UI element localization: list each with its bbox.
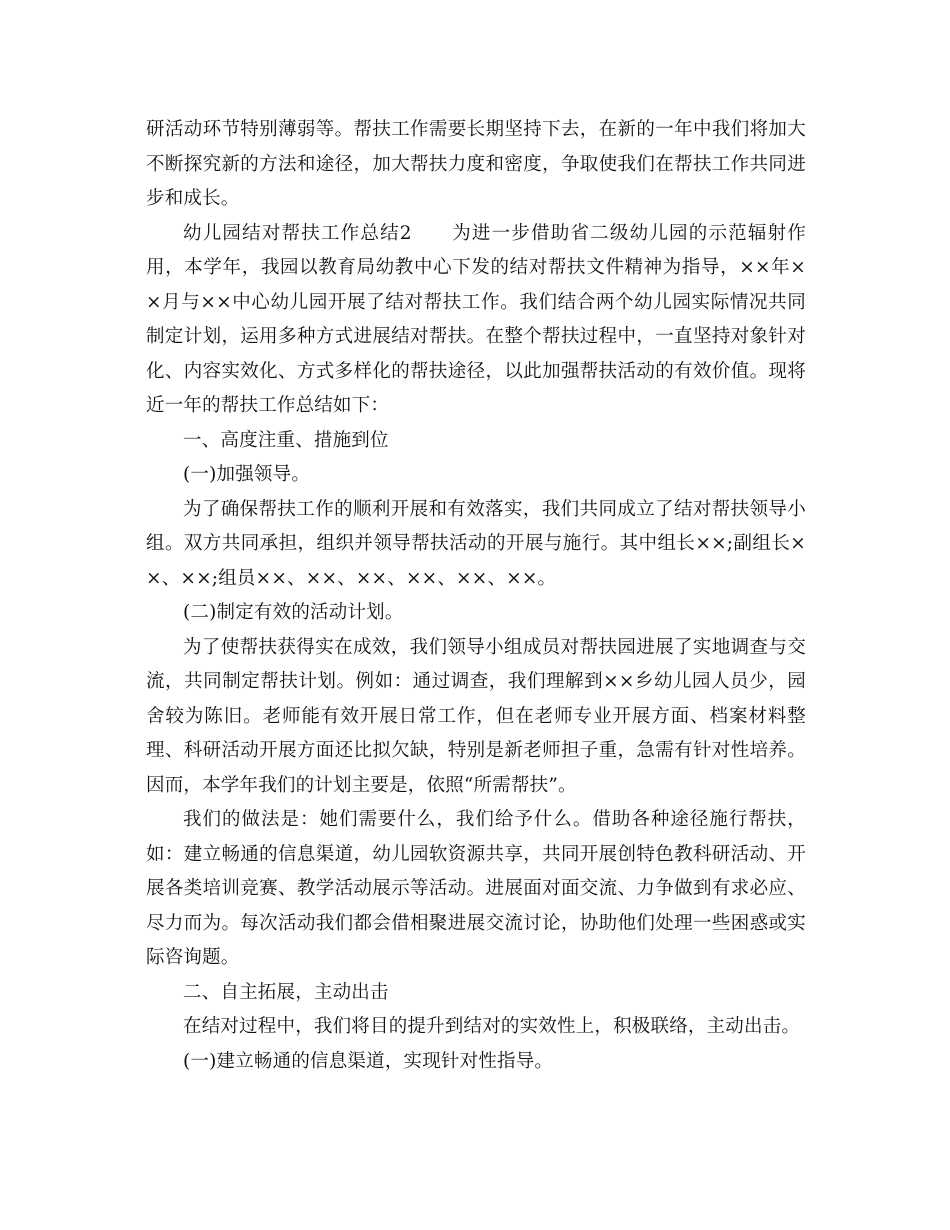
subsection-heading: (一)建立畅通的信息渠道，实现针对性指导。 — [183, 1050, 554, 1072]
paragraph: 幼儿园结对帮扶工作总结2 为进一步借助省二级幼儿园的示范辐射作用，本学年，我园以教育局幼教中心下发的结对帮扶文件精神为指导，××年××月与××中心幼儿园开展了结对帮扶工作。我们结合两个幼儿园实际情况共同制定计划，运用多种方式进展结对帮扶。在整个帮扶过程中，一直坚持对象针对化、内容实效化、方式多样化的帮扶途径，以此加强帮扶活动的有效价值。现将近一年的帮扶工作总结如下： — [146, 222, 806, 416]
paragraph: 为了确保帮扶工作的顺利开展和有效落实，我们共同成立了结对帮扶领导小组。双方共同承担，组织并领导帮扶活动的开展与施行。其中组长××;副组长××、××;组员××、××、××、××、××、××。 — [146, 498, 806, 589]
subsection-heading: (二)制定有效的活动计划。 — [183, 602, 404, 623]
paragraph: 我们的做法是：她们需要什么，我们给予什么。借助各种途径施行帮扶，如：建立畅通的信息渠道，幼儿园软资源共享，共同开展创特色教科研活动、开展各类培训竞赛、教学活动展示等活动。进展面对面交流、力争做到有求必应、尽力而为。每次活动我们都会借相聚进展交流讨论，协助他们处理一些困惑或实际咨询题。 — [146, 809, 806, 968]
paragraph: 在结对过程中，我们将目的提升到结对的实效性上，积极联络，主动出击。 — [183, 1016, 801, 1037]
subsection-heading: (一)加强领导。 — [183, 464, 311, 485]
paragraph: 研活动环节特别薄弱等。帮扶工作需要长期坚持下去，在新的一年中我们将加大不断探究新的方法和途径，加大帮扶力度和密度，争取使我们在帮扶工作共同进步和成长。 — [146, 119, 806, 209]
document-body — [146, 113, 806, 1079]
paragraph: 为了使帮扶获得实在成效，我们领导小组成员对帮扶园进展了实地调查与交流，共同制定帮扶计划。例如：通过调查，我们理解到××乡幼儿园人员少，园舍较为陈旧。老师能有效开展日常工作，但在老师专业开展方面、档案材料整理、科研活动开展方面还比拟欠缺，特别是新老师担子重，急需有针对性培养。因而，本学年我们的计划主要是，依照“所需帮扶”。 — [146, 636, 806, 796]
section-heading: 二、自主拓展，主动出击 — [183, 981, 389, 1003]
section-heading: 一、高度注重、措施到位 — [183, 429, 389, 451]
